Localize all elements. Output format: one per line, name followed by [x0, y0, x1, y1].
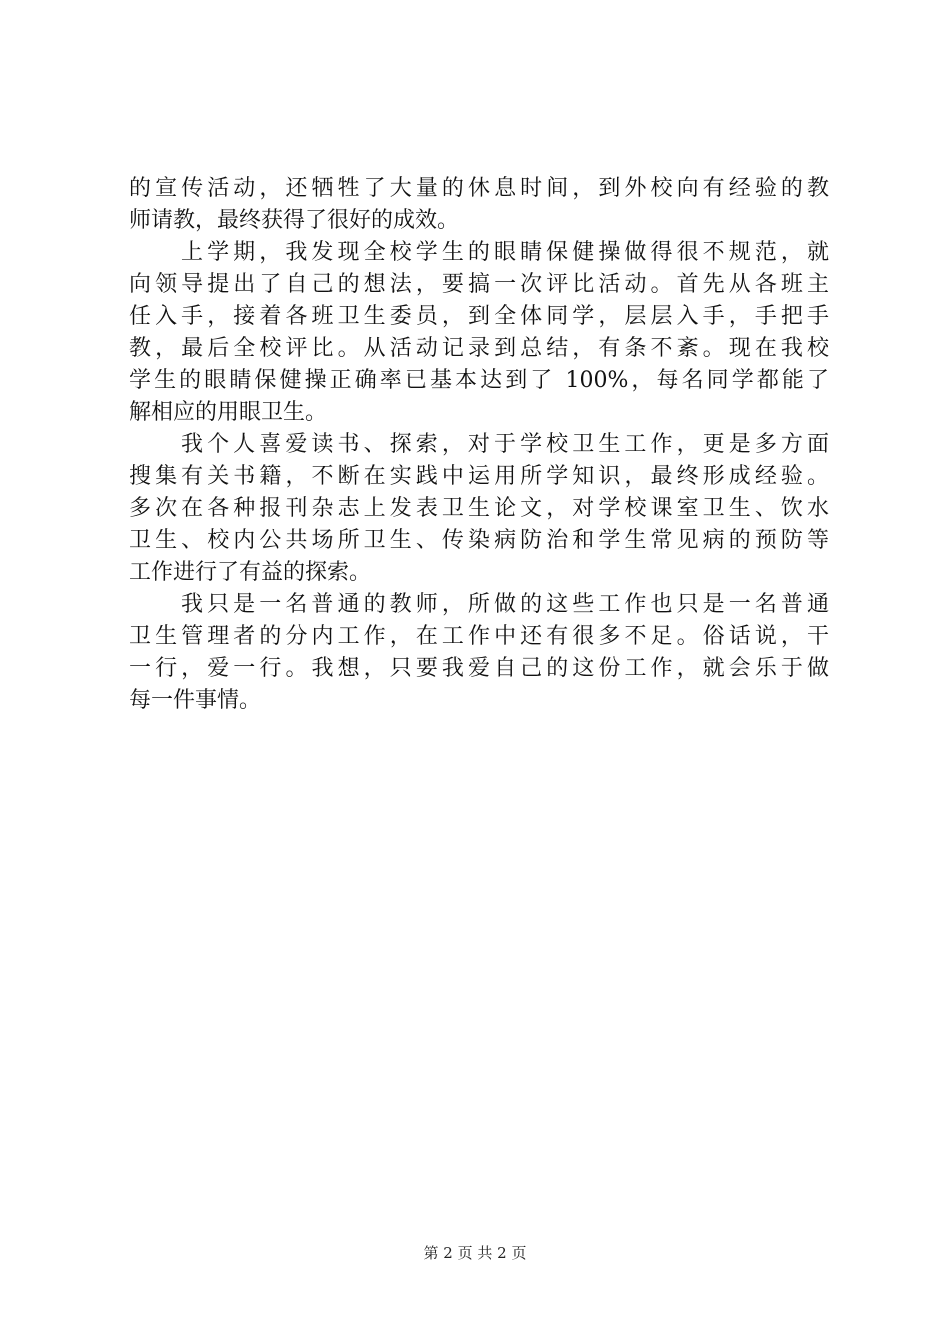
text-line: 向领导提出了自己的想法，要搞一次评比活动。首先从各班主 [129, 272, 829, 297]
text-line: 工作进行了有益的探索。 [129, 560, 372, 585]
text-line: 任入手，接着各班卫生委员，到全体同学，层层入手，手把手 [129, 304, 829, 329]
text-line: 一行，爱一行。我想，只要我爱自己的这份工作，就会乐于做 [129, 656, 829, 681]
document-body [129, 173, 829, 717]
text-line: 解相应的用眼卫生。 [129, 400, 328, 425]
text-line: 卫生、校内公共场所卫生、传染病防治和学生常见病的预防等 [129, 528, 829, 553]
text-line: 教，最后全校评比。从活动记录到总结，有条不紊。现在我校 [129, 336, 829, 361]
text-line: 上学期，我发现全校学生的眼睛保健操做得很不规范，就 [181, 240, 829, 265]
text-line: 我个人喜爱读书、探索，对于学校卫生工作，更是多方面 [181, 432, 829, 457]
text-line: 搜集有关书籍，不断在实践中运用所学知识，最终形成经验。 [129, 464, 829, 489]
page-number-footer: 第 2 页 共 2 页 [423, 1244, 527, 1262]
text-line: 学生的眼睛保健操正确率已基本达到了 100%，每名同学都能了 [129, 368, 829, 393]
text-line: 师请教，最终获得了很好的成效。 [129, 208, 460, 233]
text-line: 的宣传活动，还牺牲了大量的休息时间，到外校向有经验的教 [129, 176, 829, 201]
text-line: 多次在各种报刊杂志上发表卫生论文，对学校课室卫生、饮水 [129, 496, 829, 521]
text-line: 卫生管理者的分内工作，在工作中还有很多不足。俗话说，干 [129, 624, 829, 649]
text-line: 每一件事情。 [129, 688, 262, 713]
text-line: 我只是一名普通的教师，所做的这些工作也只是一名普通 [181, 592, 829, 617]
